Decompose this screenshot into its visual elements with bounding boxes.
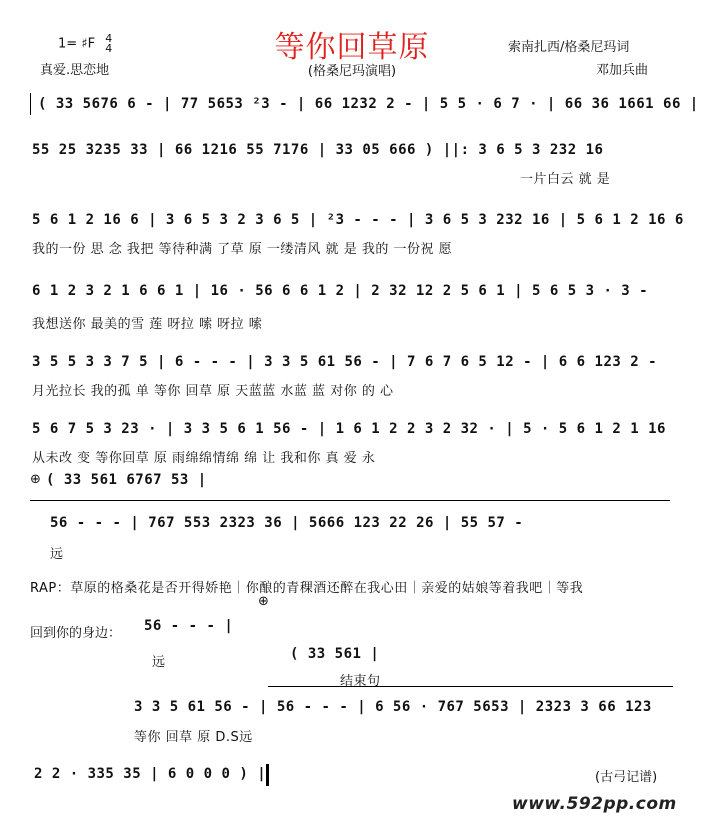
lyric-row-5: 月光拉长 我的孤 单 等你 回草 原 天蓝蓝 水蓝 蓝 对你 的 心 xyxy=(32,384,394,399)
notation-row-9: 56 - - - | xyxy=(144,618,234,634)
lyric-row-9: 远 xyxy=(152,655,166,670)
lyric-row-11: 等你 回草 原 D.S远 xyxy=(134,730,253,745)
notation-row-2: 55 25 3235 33 | 66 1216 55 7176 | 33 05 666 ) ||: 3 6 5 3 232 16 xyxy=(32,142,604,158)
lyricist: 索南扎西/格桑尼玛词 xyxy=(508,40,630,55)
key-label: 1= ♯F xyxy=(58,36,96,52)
lyric-row-8: 远 xyxy=(50,547,64,562)
composer: 邓加兵曲 xyxy=(596,63,649,78)
time-numerator: 4 xyxy=(105,32,113,45)
time-denominator: 4 xyxy=(105,42,113,55)
notation-row-5: 3 5 5 3 3 7 5 | 6 - - - | 3 3 5 61 56 - | 7 6 7 6 5 12 - | 6 6 123 2 - xyxy=(32,354,658,370)
lyric-row-4: 我想送你 最美的雪 莲 呀拉 嗦 呀拉 嗦 xyxy=(32,317,263,332)
notation-row-3: 5 6 1 2 16 6 | 3 6 5 3 2 3 6 5 | ²3 - - - | 3 6 5 3 232 16 | 5 6 1 2 16 6 xyxy=(32,212,684,228)
rap-line-1: RAP：草原的格桑花是否开得娇艳｜你酿的青稞酒还醉在我心田｜亲爱的姑娘等着我吧｜等我 xyxy=(30,581,584,596)
performer: (格桑尼玛演唱) xyxy=(307,64,397,79)
key-signature xyxy=(58,34,112,54)
lyric-row-2: 一片白云 就 是 xyxy=(520,172,611,187)
volta-line xyxy=(30,500,670,501)
notation-row-7: ( 33 561 6767 53 | xyxy=(46,472,207,488)
watermark: www.592pp.com xyxy=(512,794,677,814)
notation-row-1: ( 33 5676 6 - | 77 5653 ²3 - | 66 1232 2 - | 5 5 · 6 7 · | 66 36 1661 66 | xyxy=(38,96,699,112)
ending-bracket-line xyxy=(268,686,673,687)
transcriber-credit: (古弓记谱) xyxy=(595,770,658,785)
time-signature xyxy=(105,34,112,54)
notation-row-10: ( 33 561 | xyxy=(290,646,380,662)
system-barline xyxy=(30,93,31,115)
notation-row-8: 56 - - - | 767 553 2323 36 | 5666 123 22 26 | 55 57 - xyxy=(50,515,524,531)
coda-sign-icon: ⊕ xyxy=(30,472,41,487)
coda-sign-icon: ⊕ xyxy=(258,594,269,609)
notation-row-6: 5 6 7 5 3 23 · | 3 3 5 6 1 56 - | 1 6 1 2 2 3 2 32 · | 5 · 5 6 1 2 1 16 xyxy=(32,421,666,437)
notation-row-12: 2 2 · 335 35 | 6 0 0 0 ) | xyxy=(34,766,267,782)
notation-row-4: 6 1 2 3 2 1 6 6 1 | 16 · 56 6 6 1 2 | 2 32 12 2 5 6 1 | 5 6 5 3 · 3 - xyxy=(32,283,649,299)
lyric-row-3: 我的一份 思 念 我把 等待种满 了草 原 一缕清风 就 是 我的 一份祝 愿 xyxy=(32,242,453,257)
ending-label: 结束句 xyxy=(340,674,381,689)
final-barline xyxy=(266,764,269,786)
style-marking: 真爱.思恋地 xyxy=(40,63,110,78)
rap-line-2: 回到你的身边： xyxy=(30,626,122,641)
song-title: 等你回草原 xyxy=(274,30,430,65)
lyric-row-6: 从未改 变 等你回草 原 雨绵绵情绵 绵 让 我和你 真 爱 永 xyxy=(32,451,376,466)
notation-row-11: 3 3 5 61 56 - | 56 - - - | 6 56 · 767 5653 | 2323 3 66 123 xyxy=(134,699,652,715)
